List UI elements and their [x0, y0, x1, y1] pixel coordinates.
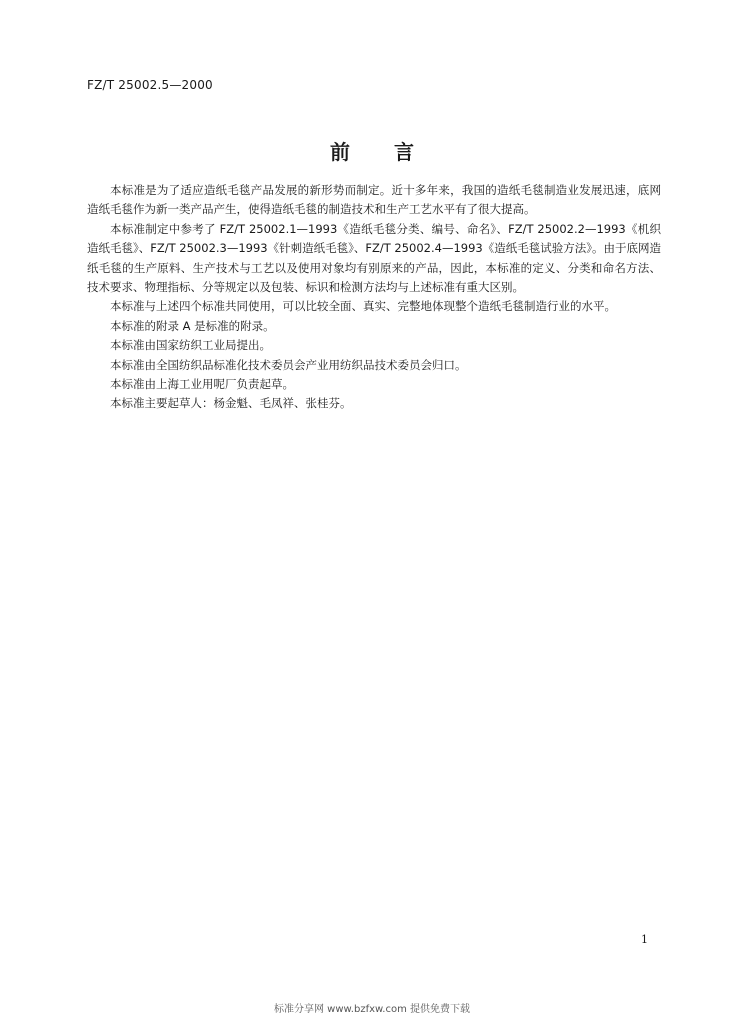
paragraph-appendix: 本标准的附录 A 是标准的附录。: [110, 318, 275, 333]
footer-watermark: 标准分享网 www.bzfxw.com 提供免费下载: [274, 1004, 470, 1015]
paragraph-usage: 本标准与上述四个标准共同使用，可以比较全面、真实、完整地体现整个造纸毛毯制造行业的水平。: [110, 299, 616, 314]
paragraph-drafter-unit: 本标准由上海工业用呢厂负责起草。: [110, 377, 294, 392]
page-number: 1: [641, 933, 648, 946]
paragraph-committee: 本标准由全国纺织品标准化技术委员会产业用纺织品技术委员会归口。: [110, 357, 467, 372]
page-title: 前言: [330, 140, 458, 164]
document-code: FZ/T 25002.5—2000: [87, 78, 213, 92]
paragraph-drafters: 本标准主要起草人：杨金魁、毛凤祥、张桂芬。: [110, 396, 352, 411]
paragraph-purpose: 本标准是为了适应造纸毛毯产品发展的新形势而制定。近十多年来，我国的造纸毛毯制造业发展迅速，底网造纸毛毯作为新一类产品产生，使得造纸毛毯的制造技术和生产工艺水平有了很大提高。: [87, 183, 661, 217]
foreword-body: [87, 181, 661, 414]
paragraph-references: 本标准制定中参考了 FZ/T 25002.1—1993《造纸毛毯分类、编号、命名》、FZ/T 25002.2—1993《机织造纸毛毯》、FZ/T 25002.3—1993《针刺造纸毛毯》、FZ/T 25002.4—1993《造纸毛毯试验方法》。由于底网造纸毛毯的生产原料、生产技术与工艺以及使用对象均有别原来的产品，因此，本标准的定义、分类和命名方法、技术要求、物理指标、分等规定以及包装、标识和检测方法均与上述标准有重大区别。: [87, 221, 661, 295]
paragraph-proposer: 本标准由国家纺织工业局提出。: [110, 338, 271, 353]
